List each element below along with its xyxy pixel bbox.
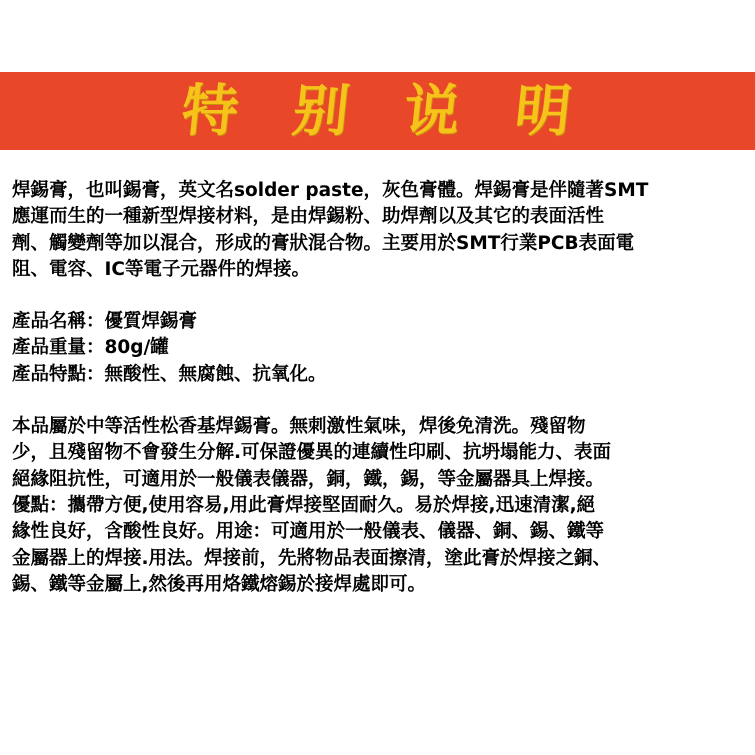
intro-paragraph: 焊錫膏，也叫錫膏，英文名solder paste，灰色膏體。焊錫膏是伴隨著SMT 應運而生的一種新型焊接材料，是由焊錫粉、助焊劑以及其它的表面活性 劑、觸變劑等加以混合，形成的膏狀混合物。主要用於SMT行業PCB表面電 阻、電容、IC等電子元器件的焊接。 — [12, 180, 649, 280]
banner-title-char-2: 别 — [289, 78, 353, 144]
spec-product-features: 產品特點：無酸性、無腐蝕、抗氧化。 — [12, 363, 327, 385]
spec-product-weight: 產品重量：80g/罐 — [12, 337, 169, 359]
paragraph-spacer — [12, 283, 747, 309]
banner-title — [178, 78, 575, 144]
paragraph-spacer — [12, 388, 747, 414]
banner-title-char-3: 说 — [400, 78, 464, 144]
document-body — [12, 178, 747, 598]
title-banner — [0, 72, 755, 150]
product-specs — [12, 309, 747, 388]
banner-title-char-1: 特 — [178, 78, 242, 144]
description-paragraph: 本品屬於中等活性松香基焊錫膏。無刺激性氣味，焊後免清洗。殘留物 少，且殘留物不會發生分解.可保證優異的連續性印刷、抗坍塌能力、表面 絕緣阻抗性，可適用於一般儀表儀器，銅，鐵，錫，等金屬器具上焊接。 優點：攜帶方便,使用容易,用此膏焊接堅固耐久。易於焊接,迅速清潔,絕 緣性良好，含酸性良好。用途：可適用於一般儀表、儀器、銅、錫、鐵等 金屬器上的焊接.用法。焊接前，先將物品表面擦清，塗此膏於焊接之銅、 錫、鐵等金屬上,然後再用烙鐵熔錫於接焊處即可。 — [12, 416, 612, 595]
spec-product-name: 產品名稱：優質焊錫膏 — [12, 311, 198, 333]
banner-title-char-4: 明 — [511, 78, 575, 144]
